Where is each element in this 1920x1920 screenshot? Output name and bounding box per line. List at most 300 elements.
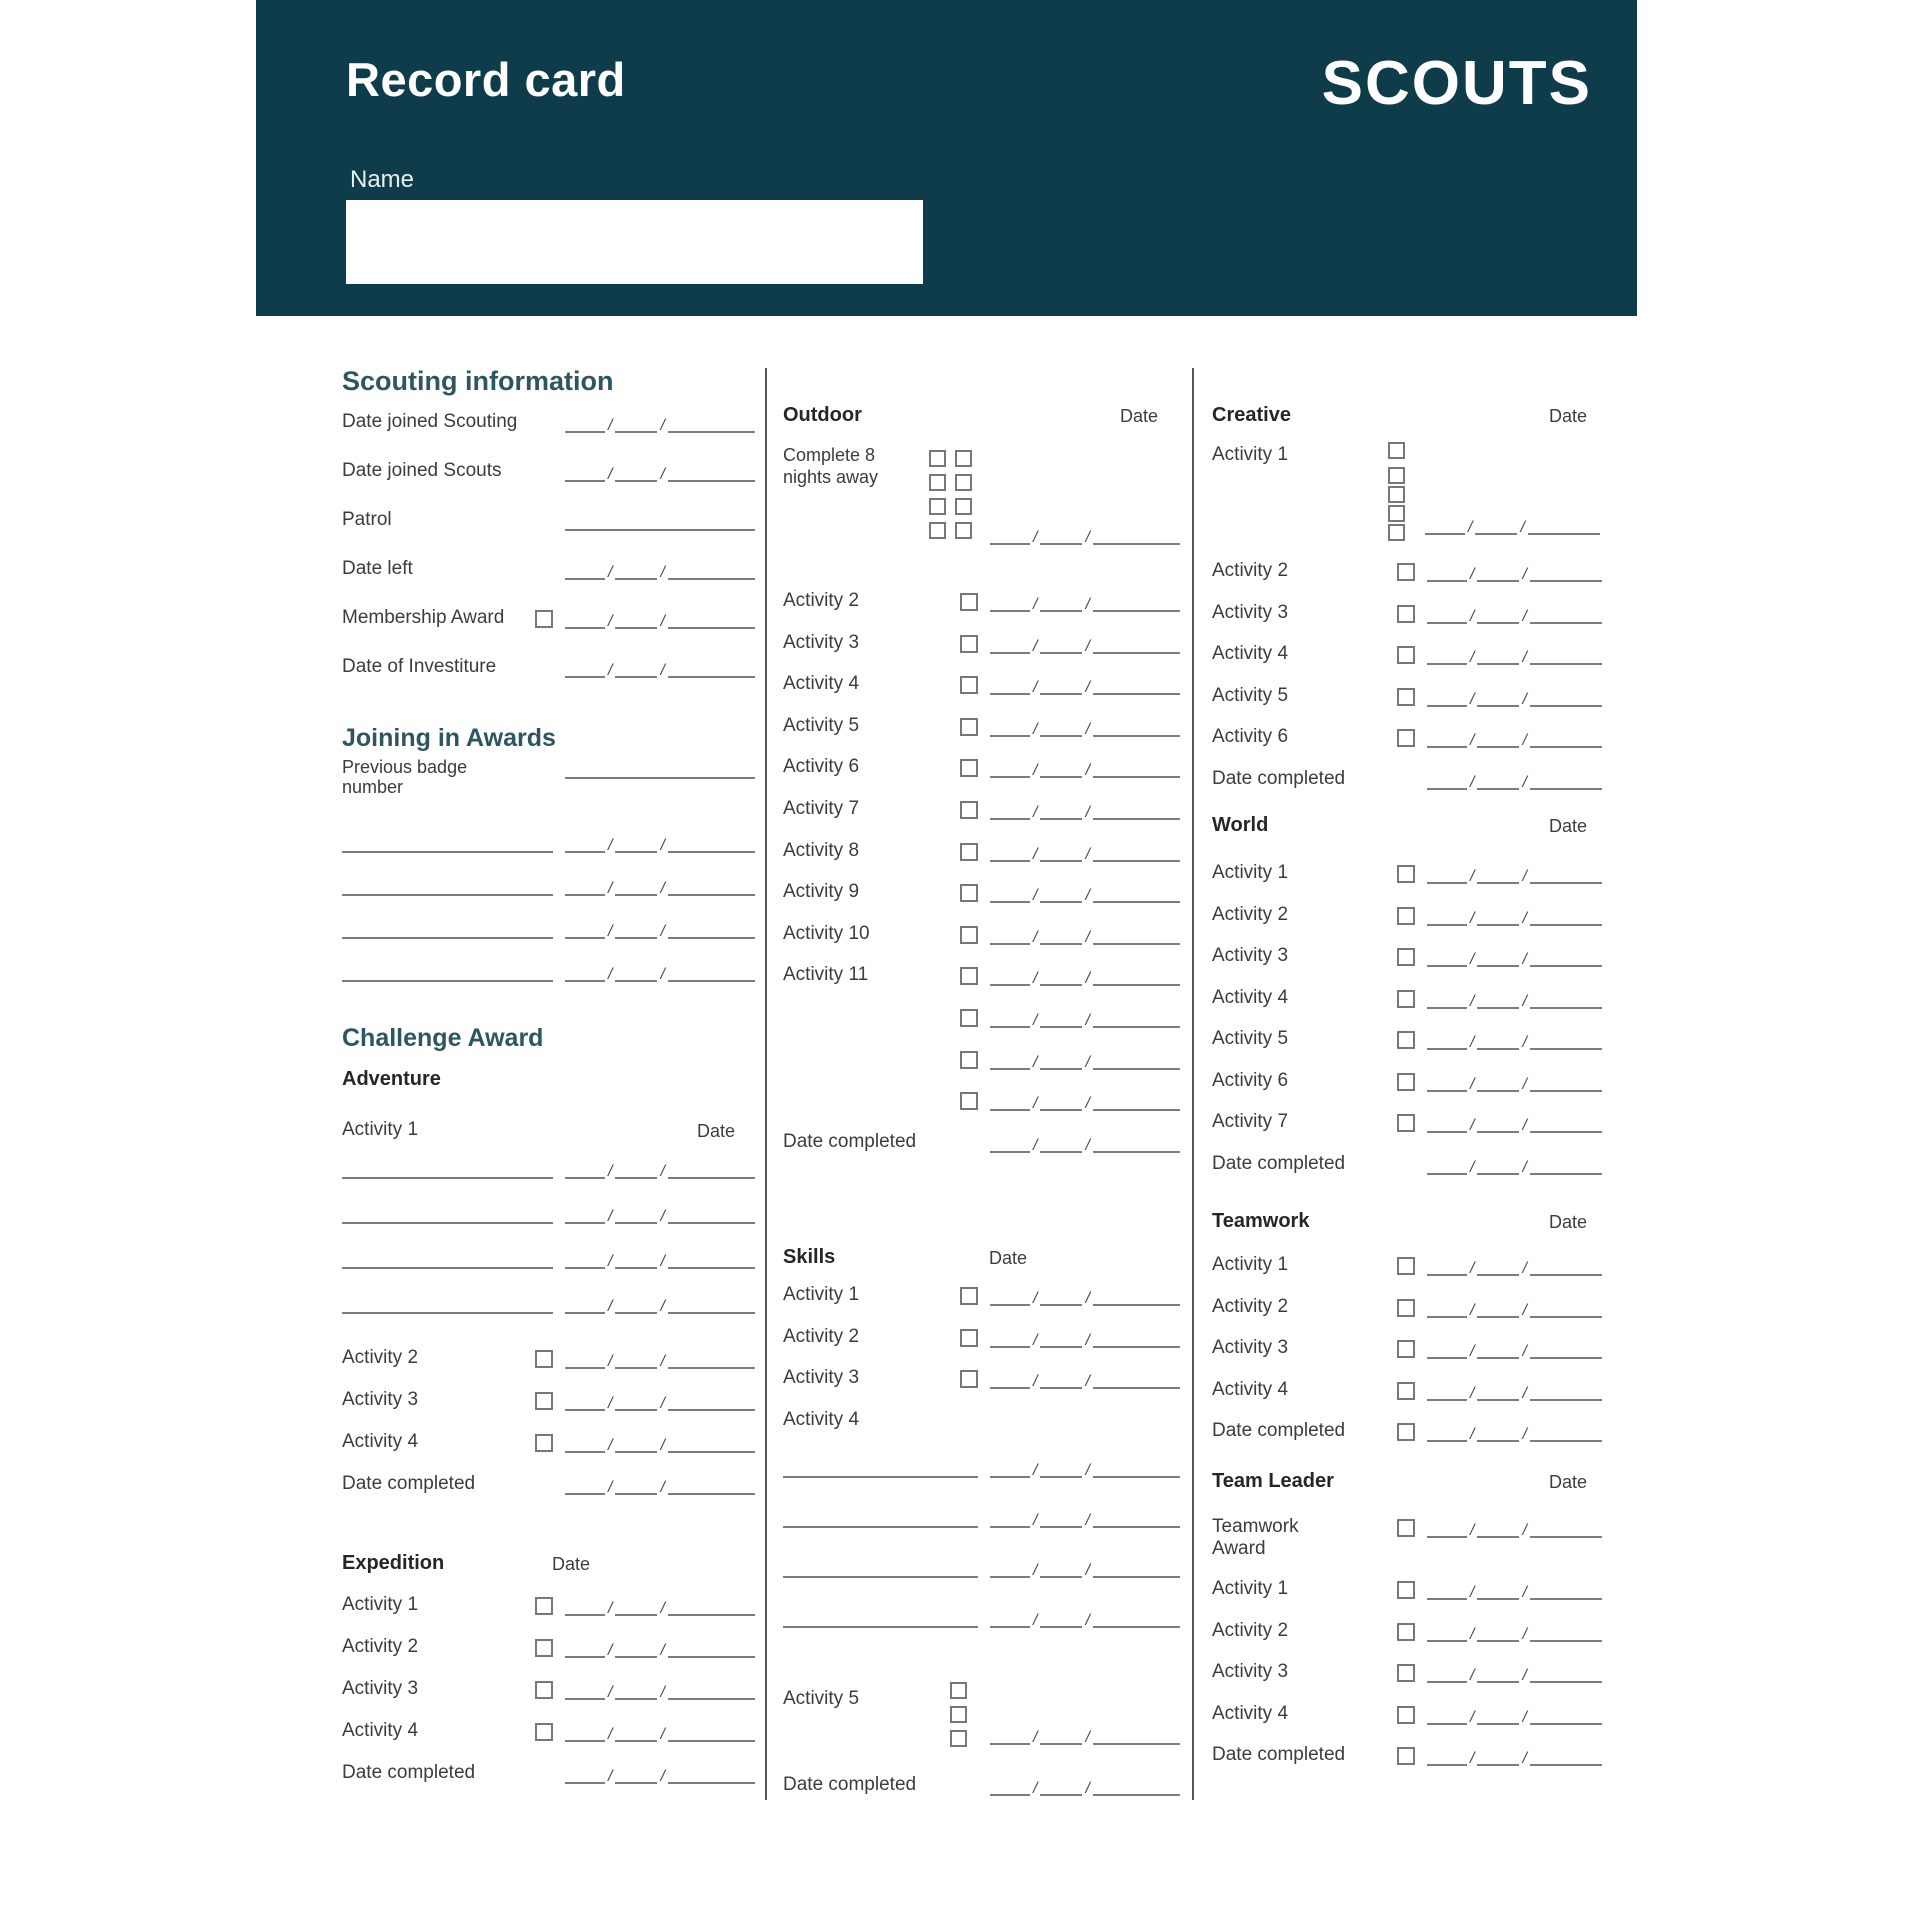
form-row — [1212, 1516, 1602, 1578]
column-divider — [1192, 368, 1194, 1800]
date-field[interactable]: / / — [990, 1053, 1180, 1070]
checkbox[interactable] — [1397, 605, 1415, 623]
row-fields — [783, 1606, 1180, 1628]
form-row — [783, 1774, 1180, 1816]
blank-line[interactable] — [783, 1561, 978, 1578]
row-fields — [1288, 1070, 1602, 1092]
date-field[interactable]: / / — [990, 845, 1180, 862]
form-row — [1212, 1254, 1602, 1296]
section-title: Adventure — [342, 1068, 441, 1090]
date-field[interactable]: / / — [990, 1561, 1180, 1578]
row-label: Activity 6 — [1212, 1069, 1289, 1091]
form-row — [1212, 1153, 1602, 1195]
form-row — [1212, 1111, 1602, 1153]
checkbox[interactable] — [1388, 467, 1405, 484]
row-label: Activity 2 — [783, 590, 860, 611]
checkbox[interactable] — [960, 718, 978, 736]
form-row — [783, 1556, 1180, 1606]
date-field[interactable]: / / — [1427, 1384, 1602, 1401]
date-field[interactable]: / / — [565, 612, 755, 629]
section-title-row — [1212, 814, 1602, 836]
form-row — [783, 1367, 1180, 1409]
checkbox[interactable] — [535, 1639, 553, 1657]
row-fields — [1288, 1111, 1602, 1133]
date-field[interactable]: / / — [1427, 1075, 1602, 1092]
row-fields — [783, 1506, 1180, 1528]
form-row — [783, 1048, 1180, 1090]
section-title: Creative — [1212, 404, 1291, 426]
date-field[interactable]: / / — [565, 836, 755, 853]
row-fields — [1288, 1578, 1602, 1600]
row-fields — [342, 874, 755, 896]
form-row — [342, 558, 755, 607]
section-title: Team Leader — [1212, 1470, 1334, 1492]
row-fields — [783, 1556, 1180, 1578]
form-row — [783, 1006, 1180, 1048]
row-label: Activity 4 — [342, 1431, 419, 1452]
name-label: Name — [350, 166, 415, 193]
blank-line[interactable] — [565, 514, 755, 531]
checkbox[interactable] — [1397, 865, 1415, 883]
checkbox-stack — [1388, 442, 1405, 543]
blank-line[interactable] — [342, 1297, 553, 1314]
row-label: Date completed — [1212, 1420, 1346, 1441]
row-label: Activity 6 — [1212, 726, 1289, 747]
section-outdoor — [783, 404, 1180, 1172]
row-label: Membership Award — [342, 607, 505, 628]
checkbox[interactable] — [1388, 524, 1405, 541]
date-field[interactable]: / / — [990, 761, 1180, 778]
date-field[interactable]: / / — [565, 1767, 755, 1784]
checkbox[interactable] — [1397, 1706, 1415, 1724]
checkbox[interactable] — [1397, 907, 1415, 925]
date-field[interactable]: / / — [1427, 1625, 1602, 1642]
form-row — [783, 923, 1180, 965]
checkbox[interactable] — [950, 1730, 967, 1747]
checkbox[interactable] — [1388, 442, 1405, 459]
checkbox[interactable] — [1397, 1299, 1415, 1317]
checkbox[interactable] — [535, 1681, 553, 1699]
row-label: Patrol — [342, 509, 392, 530]
form-row — [342, 1762, 755, 1804]
section-title: Teamwork — [1212, 1210, 1310, 1232]
form-row — [342, 1636, 755, 1678]
date-field[interactable]: / / — [1427, 1158, 1602, 1175]
blank-line[interactable] — [342, 922, 553, 939]
date-field[interactable]: / / — [990, 928, 1180, 945]
checkbox[interactable] — [535, 1434, 553, 1452]
section-skills — [783, 1246, 1180, 1816]
form-row — [783, 1326, 1180, 1368]
section-joining-in-awards — [342, 724, 755, 1003]
row-fields — [916, 1774, 1180, 1796]
checkbox[interactable] — [955, 498, 972, 515]
date-column-header: Date — [1549, 1212, 1588, 1232]
checkbox[interactable] — [950, 1682, 967, 1699]
checkbox[interactable] — [1397, 1581, 1415, 1599]
date-field[interactable]: / / — [565, 563, 755, 580]
form-row — [1212, 1620, 1602, 1662]
date-field[interactable]: / / — [1427, 909, 1602, 926]
row-label: Activity 3 — [1212, 1337, 1289, 1358]
date-field[interactable]: / / — [565, 965, 755, 982]
form-row — [1212, 726, 1602, 768]
checkbox[interactable] — [929, 498, 946, 515]
checkbox[interactable] — [1397, 1664, 1415, 1682]
row-label: Activity 4 — [1212, 1702, 1289, 1724]
row-fields — [859, 1409, 1180, 1431]
form-row — [342, 1157, 755, 1202]
row-fields — [868, 964, 1180, 986]
checkbox[interactable] — [960, 967, 978, 985]
row-fields — [1288, 602, 1602, 624]
date-field[interactable]: / / — [565, 1478, 755, 1495]
row-fields — [496, 656, 755, 678]
date-field[interactable]: / / — [1425, 518, 1600, 535]
row-label: Activity 4 — [1212, 986, 1289, 1008]
row-label: Activity 6 — [783, 756, 860, 778]
checkbox[interactable] — [1397, 1382, 1415, 1400]
section-creative — [1212, 404, 1602, 809]
form-row — [1212, 987, 1602, 1029]
row-fields — [783, 1006, 1180, 1028]
row-fields — [342, 960, 755, 982]
row-label: Complete 8 nights away — [783, 445, 879, 487]
checkbox[interactable] — [929, 450, 946, 467]
date-column-header: Date — [552, 1554, 591, 1574]
row-fields — [512, 757, 755, 779]
form-row — [783, 964, 1180, 1006]
form-row — [342, 411, 755, 460]
row-fields — [1288, 560, 1602, 582]
date-field[interactable]: / / — [990, 1728, 1180, 1745]
row-fields — [1345, 1153, 1602, 1175]
row-label: Activity 3 — [342, 1678, 419, 1699]
checkbox[interactable] — [1397, 1519, 1415, 1537]
checkbox[interactable] — [1397, 948, 1415, 966]
blank-line[interactable] — [783, 1511, 978, 1528]
section-title-row — [1212, 1210, 1602, 1232]
checkbox[interactable] — [960, 884, 978, 902]
date-field[interactable]: / / — [1427, 773, 1602, 790]
checkbox[interactable] — [535, 1723, 553, 1741]
checkbox[interactable] — [960, 676, 978, 694]
form-row — [1212, 1661, 1602, 1703]
form-row — [342, 917, 755, 960]
date-field[interactable]: / / — [565, 1436, 755, 1453]
row-label: Activity 7 — [783, 797, 860, 819]
row-fields — [418, 1594, 755, 1616]
checkbox[interactable] — [535, 610, 553, 628]
date-field[interactable]: / / — [565, 1207, 755, 1224]
activity1-header-row — [342, 1119, 755, 1141]
date-field[interactable]: / / — [1427, 731, 1602, 748]
date-field[interactable]: / / — [990, 803, 1180, 820]
checkbox[interactable] — [1397, 646, 1415, 664]
date-column-header: Date — [1549, 1472, 1588, 1492]
checkbox[interactable] — [1397, 1114, 1415, 1132]
section-title: Skills — [783, 1246, 836, 1268]
checkbox[interactable] — [1397, 563, 1415, 581]
checkbox[interactable] — [955, 474, 972, 491]
date-field[interactable]: / / — [990, 1136, 1180, 1153]
row-label: Date left — [342, 558, 413, 579]
checkbox[interactable] — [1397, 1031, 1415, 1049]
date-field[interactable]: / / — [1427, 1342, 1602, 1359]
row-label: Activity 2 — [342, 1636, 419, 1657]
row-label: Activity 3 — [783, 1367, 860, 1389]
blank-line[interactable] — [783, 1611, 978, 1628]
date-field[interactable]: / / — [565, 1352, 755, 1369]
checkbox[interactable] — [960, 1092, 978, 1110]
row-fields — [1288, 1379, 1602, 1401]
checkbox[interactable] — [1388, 486, 1405, 503]
date-field[interactable]: / / — [565, 922, 755, 939]
form-row — [783, 1409, 1180, 1451]
date-field[interactable]: / / — [1427, 648, 1602, 665]
date-field[interactable]: / / — [1427, 1666, 1602, 1683]
form-row — [783, 1456, 1180, 1506]
page-title: Record card — [346, 53, 626, 106]
date-field[interactable]: / / — [990, 1331, 1180, 1348]
checkbox[interactable] — [535, 1350, 553, 1368]
row-label: Activity 1 — [1212, 862, 1289, 883]
row-fields — [418, 1720, 755, 1742]
checkbox[interactable] — [929, 474, 946, 491]
form-row — [783, 1506, 1180, 1556]
row-label: Activity 2 — [342, 1347, 419, 1368]
form-row — [1212, 602, 1602, 644]
checkbox[interactable] — [929, 522, 946, 539]
row-fields — [1288, 685, 1602, 707]
form-row — [1212, 1070, 1602, 1112]
date-field[interactable]: / / — [990, 1372, 1180, 1389]
checkbox[interactable] — [960, 593, 978, 611]
checkbox[interactable] — [960, 926, 978, 944]
row-label: Activity 1 — [342, 1594, 419, 1615]
row-fields — [418, 1389, 755, 1411]
checkbox[interactable] — [955, 450, 972, 467]
form-row — [342, 1473, 755, 1515]
date-field[interactable]: / / — [1427, 1708, 1602, 1725]
date-field[interactable]: / / — [1427, 1583, 1602, 1600]
date-field[interactable]: / / — [1427, 1521, 1602, 1538]
blank-line[interactable] — [342, 965, 553, 982]
date-field[interactable]: / / — [1427, 1033, 1602, 1050]
row-fields — [859, 840, 1180, 862]
date-field[interactable]: / / — [990, 1611, 1180, 1628]
form-row — [342, 831, 755, 874]
blank-line[interactable] — [342, 836, 553, 853]
date-field[interactable]: / / — [990, 969, 1180, 986]
date-field[interactable]: / / — [1427, 690, 1602, 707]
section-challenge-award — [342, 1024, 755, 1053]
form-row — [1212, 685, 1602, 727]
checkbox[interactable] — [1397, 729, 1415, 747]
row-label: Date completed — [783, 1774, 917, 1796]
row-label: Activity 11 — [783, 964, 869, 986]
date-field[interactable]: / / — [565, 1297, 755, 1314]
form-row — [342, 1347, 755, 1389]
checkbox[interactable] — [1397, 1623, 1415, 1641]
date-field[interactable]: / / — [1427, 1116, 1602, 1133]
row-label: Activity 2 — [1212, 560, 1289, 581]
row-label: Activity 1 — [1212, 1578, 1289, 1599]
form-row — [783, 1606, 1180, 1656]
date-field[interactable]: / / — [990, 1289, 1180, 1306]
row-fields — [1288, 904, 1602, 926]
date-column-header: Date — [697, 1121, 736, 1141]
checkbox[interactable] — [1397, 688, 1415, 706]
form-row — [342, 1202, 755, 1247]
date-field[interactable]: / / — [1427, 1259, 1602, 1276]
header-banner — [256, 0, 1637, 316]
checkbox[interactable] — [1397, 990, 1415, 1008]
form-row — [342, 960, 755, 1003]
row-label: Teamwork Award — [1212, 1516, 1299, 1559]
row-fields — [502, 460, 756, 482]
blank-line[interactable] — [342, 1207, 553, 1224]
form-row — [1212, 768, 1602, 810]
date-field[interactable]: / / — [990, 1094, 1180, 1111]
row-fields — [859, 1326, 1180, 1348]
row-fields — [1345, 768, 1602, 790]
row-fields — [475, 1473, 755, 1495]
row-fields — [1288, 1254, 1602, 1276]
date-field[interactable]: / / — [1427, 1425, 1602, 1442]
creative-activity1-block — [1212, 442, 1602, 554]
checkbox[interactable] — [960, 635, 978, 653]
date-field[interactable]: / / — [990, 720, 1180, 737]
date-field[interactable]: / / — [990, 528, 1180, 545]
section-adventure — [342, 1068, 755, 1515]
row-label: Activity 2 — [1212, 1295, 1289, 1317]
row-label: Activity 5 — [783, 714, 860, 736]
row-label: Activity 5 — [1212, 1028, 1289, 1049]
date-field[interactable]: / / — [990, 1461, 1180, 1478]
section-title-row — [783, 1246, 1180, 1268]
date-field[interactable]: / / — [565, 1252, 755, 1269]
date-field[interactable]: / / — [565, 879, 755, 896]
date-field[interactable]: / / — [565, 1641, 755, 1658]
date-field[interactable]: / / — [990, 1511, 1180, 1528]
checkbox[interactable] — [960, 1287, 978, 1305]
checkbox[interactable] — [1388, 505, 1405, 522]
row-fields — [342, 1292, 755, 1314]
row-label: Activity 9 — [783, 881, 860, 903]
date-field[interactable]: / / — [565, 416, 755, 433]
checkbox[interactable] — [1397, 1257, 1415, 1275]
row-fields — [1345, 1744, 1602, 1766]
checkbox[interactable] — [960, 1051, 978, 1069]
date-field[interactable]: / / — [565, 1394, 755, 1411]
row-label: Activity 1 — [783, 1284, 860, 1305]
checkbox[interactable] — [1397, 1747, 1415, 1765]
section-title: World — [1212, 814, 1269, 836]
checkbox[interactable] — [960, 1370, 978, 1388]
date-field[interactable]: / / — [1427, 607, 1602, 624]
checkbox[interactable] — [535, 1392, 553, 1410]
date-field[interactable]: / / — [565, 1162, 755, 1179]
date-field[interactable]: / / — [565, 1725, 755, 1742]
date-field[interactable]: / / — [990, 886, 1180, 903]
form-row — [342, 1678, 755, 1720]
row-label: Date completed — [1212, 767, 1346, 789]
form-row — [342, 460, 755, 509]
blank-line[interactable] — [783, 1461, 978, 1478]
checkbox[interactable] — [1397, 1340, 1415, 1358]
date-field[interactable]: / / — [990, 595, 1180, 612]
date-field[interactable]: / / — [565, 1683, 755, 1700]
row-label: Date completed — [342, 1473, 476, 1494]
form-row — [342, 509, 755, 558]
date-field[interactable]: / / — [1427, 1749, 1602, 1766]
name-input[interactable] — [346, 200, 923, 284]
date-field[interactable]: / / — [565, 465, 755, 482]
form-row — [342, 607, 755, 656]
section-title: Outdoor — [783, 404, 862, 426]
checkbox[interactable] — [960, 1009, 978, 1027]
checkbox[interactable] — [535, 1597, 553, 1615]
row-label: Activity 3 — [1212, 1661, 1289, 1682]
blank-line[interactable] — [342, 1252, 553, 1269]
checkbox[interactable] — [955, 522, 972, 539]
row-fields — [1288, 1703, 1602, 1725]
date-field[interactable]: / / — [1427, 867, 1602, 884]
blank-line[interactable] — [565, 762, 755, 779]
form-row — [1212, 1296, 1602, 1338]
date-field[interactable]: / / — [1427, 950, 1602, 967]
form-row — [1212, 1028, 1602, 1070]
section-title-row — [342, 1552, 755, 1574]
date-field[interactable]: / / — [565, 1599, 755, 1616]
form-row — [342, 874, 755, 917]
row-fields — [342, 831, 755, 853]
row-fields — [418, 1347, 755, 1369]
checkbox[interactable] — [960, 1329, 978, 1347]
nights-checkbox-grid — [929, 450, 972, 539]
checkbox[interactable] — [960, 801, 978, 819]
blank-line[interactable] — [342, 1162, 553, 1179]
form-row — [1212, 1337, 1602, 1379]
previous-badge-row — [342, 757, 755, 807]
checkbox[interactable] — [1397, 1073, 1415, 1091]
row-label: Activity 5 — [1212, 684, 1289, 706]
form-row — [1212, 862, 1602, 904]
date-field[interactable]: / / — [1427, 1301, 1602, 1318]
date-field[interactable]: / / — [990, 1779, 1180, 1796]
row-label: Activity 2 — [1212, 903, 1289, 925]
date-field[interactable]: / / — [990, 637, 1180, 654]
section-heading: Challenge Award — [342, 1024, 544, 1052]
checkbox[interactable] — [960, 759, 978, 777]
checkbox[interactable] — [1397, 1423, 1415, 1441]
date-field[interactable]: / / — [565, 661, 755, 678]
blank-line[interactable] — [342, 879, 553, 896]
section-team-leader — [1212, 1470, 1602, 1786]
checkbox[interactable] — [950, 1706, 967, 1723]
row-fields — [1288, 945, 1602, 967]
date-field[interactable]: / / — [1427, 565, 1602, 582]
form-row — [783, 840, 1180, 882]
date-field[interactable]: / / — [990, 678, 1180, 695]
date-field[interactable]: / / — [990, 1011, 1180, 1028]
form-row — [342, 1720, 755, 1762]
date-field[interactable]: / / — [1427, 992, 1602, 1009]
checkbox[interactable] — [960, 843, 978, 861]
row-fields — [504, 607, 755, 629]
form-row — [342, 1431, 755, 1473]
